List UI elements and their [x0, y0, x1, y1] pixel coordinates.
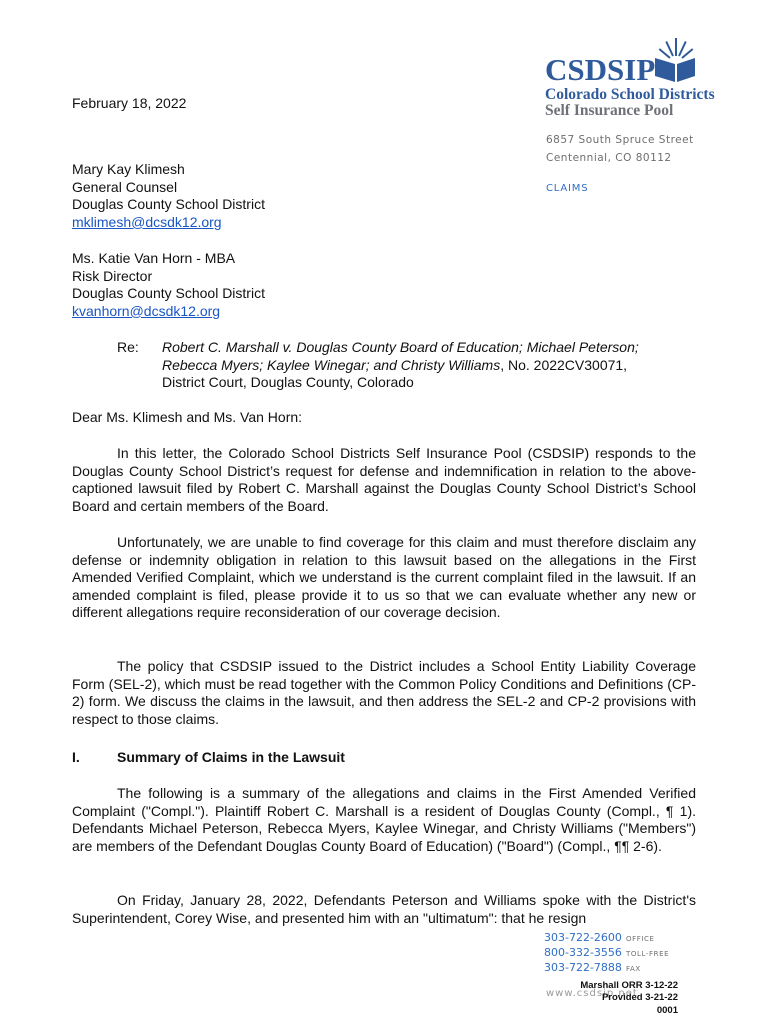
website-link[interactable]: www.csdsip.net: [546, 988, 638, 999]
recipient-organization: Douglas County School District: [72, 196, 265, 213]
body-paragraph-2: [72, 534, 696, 622]
recipient-1: [72, 161, 712, 231]
stamp-line-3: 0001: [656, 1005, 678, 1016]
phone-toll-free[interactable]: 800-332-3556: [544, 946, 622, 959]
address-street: 6857 South Spruce Street: [546, 134, 694, 146]
re-case-name: Robert C. Marshall v. Douglas County Board of Education; Michael Peterson; Rebecca Myers; Kaylee Winegar; and Christy Williams: [162, 339, 639, 373]
recipient-title: Risk Director: [72, 267, 153, 284]
phone-office-label: OFFICE: [626, 935, 655, 943]
recipient-title: General Counsel: [72, 178, 178, 195]
section-number: I.: [72, 749, 80, 765]
section-title: Summary of Claims in the Lawsuit: [117, 749, 345, 765]
section-paragraph-1: [72, 785, 696, 855]
letter-date: February 18, 2022: [72, 95, 187, 111]
paragraph-text: The policy that CSDSIP issued to the District includes a School Entity Liability Coverage Form (SEL-2), which must be read together with the Common Policy Conditions and Definitions (CP-2) form. We discuss the claims in the lawsuit, and then address the SEL-2 and CP-2 provisions with respect to those claims.: [72, 658, 696, 727]
salutation: Dear Ms. Klimesh and Ms. Van Horn:: [72, 409, 303, 425]
open-book-icon: [651, 38, 699, 82]
csdsip-logo: [545, 38, 735, 122]
paragraph-text: In this letter, the Colorado School Districts Self Insurance Pool (CSDSIP) responds to the Douglas County School District’s request for defense and indemnification in relation to the above-captioned lawsuit filed by Robert C. Marshall against the Douglas County School District’s School Board and certain members of the Board.: [72, 445, 696, 514]
paragraph-text: Unfortunately, we are unable to find coverage for this claim and must therefore disclaim any defense or indemnity obligation in relation to this lawsuit based on the allegations in the First Amended Verified Complaint, which we understand is the current complaint filed in the lawsuit. If an amended complaint is filed, please provide it to us so that we can evaluate whether any new or different allegations require reconsideration of our coverage decision.: [72, 534, 696, 621]
stamp-line-2: Provided 3-21-22: [601, 992, 678, 1003]
section-paragraph-2: [72, 892, 696, 927]
logo-acronym: CSDSIP: [545, 52, 656, 87]
body-paragraph-1: [72, 445, 696, 515]
department-label: CLAIMS: [546, 183, 589, 194]
paragraph-text: On Friday, January 28, 2022, Defendants Peterson and Williams spoke with the District's Superintendent, Corey Wise, and presented him with an "ultimatum": that he resign: [72, 892, 696, 926]
re-case-caption: [162, 339, 642, 392]
recipient-2: [72, 250, 712, 320]
phone-fax[interactable]: 303-722-7888: [544, 961, 622, 974]
address-city: Centennial, CO 80112: [546, 152, 672, 164]
recipient-email-link[interactable]: kvanhorn@dcsdk12.org: [72, 302, 221, 319]
phone-office[interactable]: 303-722-2600: [544, 931, 622, 944]
body-paragraph-3: [72, 658, 696, 728]
recipient-name: Ms. Katie Van Horn - MBA: [72, 250, 236, 266]
re-label: Re:: [117, 339, 139, 355]
logo-name-line2: Self Insurance Pool: [545, 102, 674, 119]
paragraph-text: The following is a summary of the allegations and claims in the First Amended Verified Complaint ("Compl."). Plaintiff Robert C. Marshall is a resident of Douglas County (Compl., ¶ 1). Defendants Michael Peterson, Rebecca Myers, Kaylee Winegar, and Christy Williams ("Members") are members of the Defendant Douglas County Board of Education) ("Board") (Compl., ¶¶ 2-6).: [72, 785, 696, 854]
recipient-email-link[interactable]: mklimesh@dcsdk12.org: [72, 213, 222, 230]
phone-toll-free-label: TOLL-FREE: [626, 950, 670, 958]
re-case-number: , No. 2022CV30071, District Court, Douglas County, Colorado: [162, 356, 628, 391]
phone-fax-label: FAX: [626, 965, 641, 973]
recipient-organization: Douglas County School District: [72, 285, 265, 302]
logo-name-line1: Colorado School Districts: [545, 86, 715, 103]
recipient-name: Mary Kay Klimesh: [72, 161, 185, 177]
stamp-line-1: Marshall ORR 3-12-22: [580, 980, 678, 991]
